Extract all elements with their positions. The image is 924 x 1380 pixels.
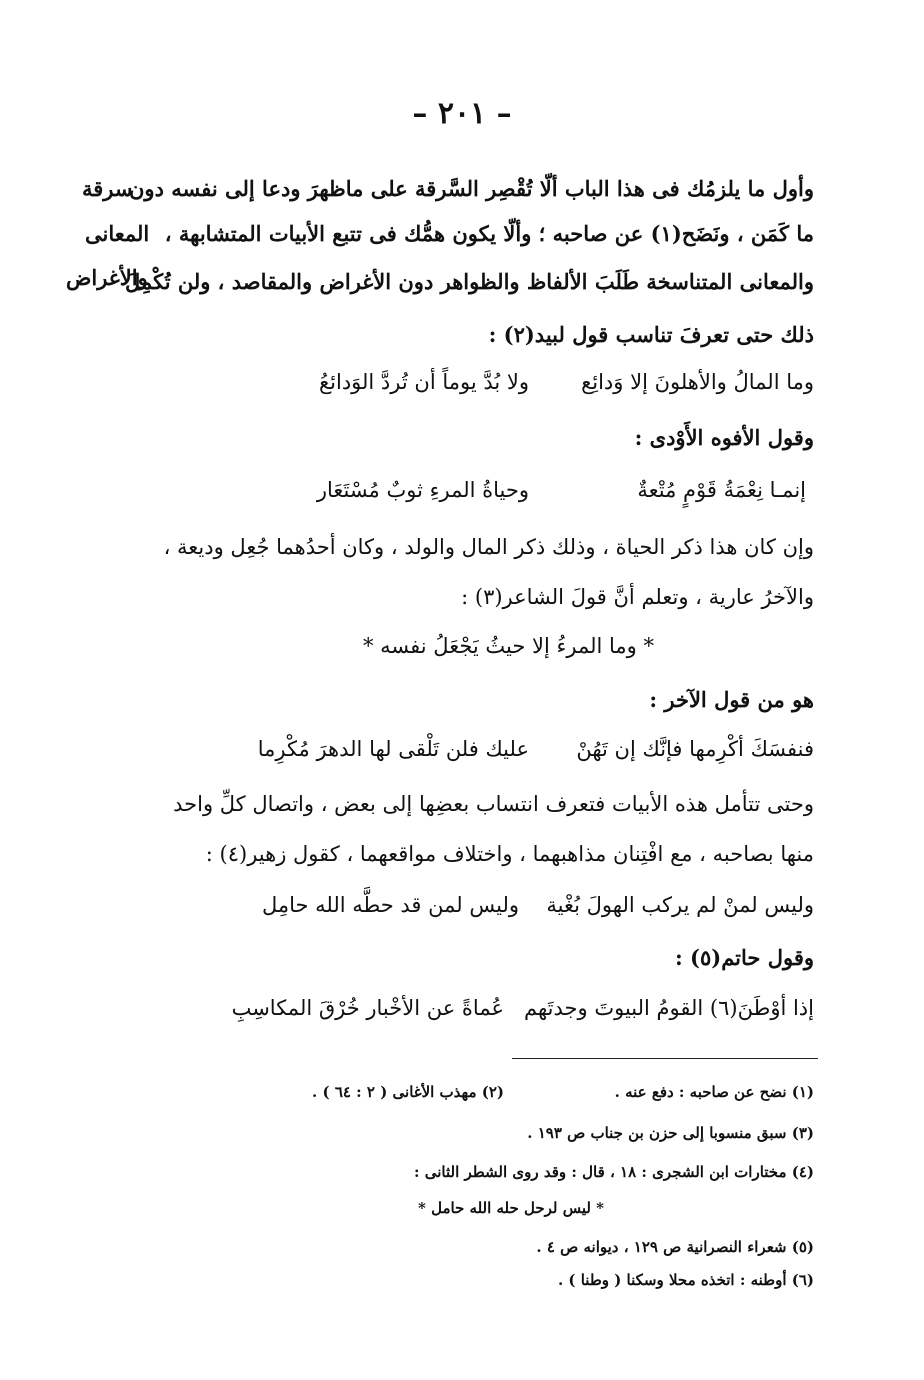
- body-line-1: وأول ما يلزمُك فى هذا الباب ألّا تُقْصِر السَّرقة على ماظهرَ ودعا إلى نفسه دون: [129, 176, 814, 201]
- body-line-10: منها بصاحبه ، مع افْتِنان مذاهبهما ، واختلاف مواقعهما ، كقول زهير(٤) :: [205, 842, 814, 866]
- verse-1-second-hemistich: ولا بُدَّ يوماً أن تُردَّ الوَدائعُ: [318, 370, 529, 394]
- verse-5-second-hemistich: وليس لمن قد حطَّه الله حامِل: [261, 893, 519, 917]
- verse-2-first-hemistich: إنمـا نِعْمَةُ قَوْمٍ مُتْعةٌ: [637, 478, 806, 502]
- page-number: – ٢٠١ –: [412, 96, 512, 131]
- verse-5-first-hemistich: وليس لمنْ لم يركب الهولَ بُغْية: [546, 893, 814, 917]
- footnote-5: (٥) شعراء النصرانية ص ١٢٩ ، ديوانه ص ٤ .: [536, 1238, 814, 1256]
- margin-note-sariqa: سرقة: [82, 176, 133, 201]
- footnote-divider: [512, 1058, 818, 1059]
- body-line-6: وإن كان هذا ذكر الحياة ، وذلك ذكر المال والولد ، وكان أحدُهما جُعِل وديعة ،: [163, 535, 814, 559]
- body-line-7: والآخرُ عارية ، وتعلم أنَّ قولَ الشاعر(٣) :: [461, 585, 814, 609]
- body-line-3: والمعانى المتناسخة طَلَبَ الألفاظ والظواهر دون الأغراض والمقاصد ، ولن تُكْمِلَ: [125, 269, 814, 294]
- footnote-6: (٦) أوطنه : اتخذه محلا وسكنا ( وطنا ) .: [557, 1271, 814, 1289]
- body-line-2: ما كَمَن ، ونَضَح(١) عن صاحبه ؛ وألّا يكون همُّك فى تتبع الأبيات المتشابهة ،: [164, 221, 814, 246]
- footnote-4-verse: * ليس لرحل حله الله حامل *: [418, 1199, 604, 1217]
- verse-6-first-hemistich: إذا أوْطَنَ(٦) القومُ البيوتَ وجدتَهم: [524, 996, 814, 1020]
- body-line-9: وحتى تتأمل هذه الأبيات فتعرف انتساب بعضِها إلى بعض ، واتصال كلِّ واحد: [173, 792, 814, 816]
- footnote-4: (٤) مختارات ابن الشجرى : ١٨ ، قال : وقد روى الشطر الثانى :: [413, 1163, 814, 1181]
- footnote-3: (٣) سبق منسوبا إلى حزن بن جناب ص ١٩٣ .: [527, 1124, 814, 1142]
- footnote-2: (٢) مهذب الأغانى ( ٢ : ٦٤ ) .: [312, 1083, 504, 1101]
- verse-6-second-hemistich: عُماةً عن الأخْبار خُرْقَ المكاسِبِ: [231, 996, 504, 1020]
- body-line-8: هو من قول الآخر :: [649, 687, 814, 712]
- margin-note-maani: المعانى: [85, 221, 150, 246]
- body-line-5: وقول الأفوه الأَوْدى :: [634, 425, 814, 450]
- verse-1-first-hemistich: وما المالُ والأهلونَ إلا وَدائِع: [581, 370, 814, 394]
- body-line-4: ذلك حتى تعرفَ تناسب قول لبيد(٢) :: [488, 322, 814, 347]
- margin-note-aghrad: والأغراض: [66, 265, 148, 290]
- footnote-1: (١) نضح عن صاحبه : دفع عنه .: [614, 1083, 814, 1101]
- body-line-11: وقول حاتم(٥) :: [674, 945, 814, 970]
- verse-3-single-hemistich: * وما المرءُ إلا حيثُ يَجْعَلُ نفسه *: [363, 634, 654, 658]
- verse-4-first-hemistich: فنفسَكَ أكْرِمها فإنَّك إن تَهُنْ: [576, 737, 814, 761]
- verse-2-second-hemistich: وحياةُ المرءِ ثوبٌ مُسْتَعَار: [316, 478, 529, 502]
- verse-4-second-hemistich: عليك فلن تَلْقى لها الدهرَ مُكْرِما: [257, 737, 529, 761]
